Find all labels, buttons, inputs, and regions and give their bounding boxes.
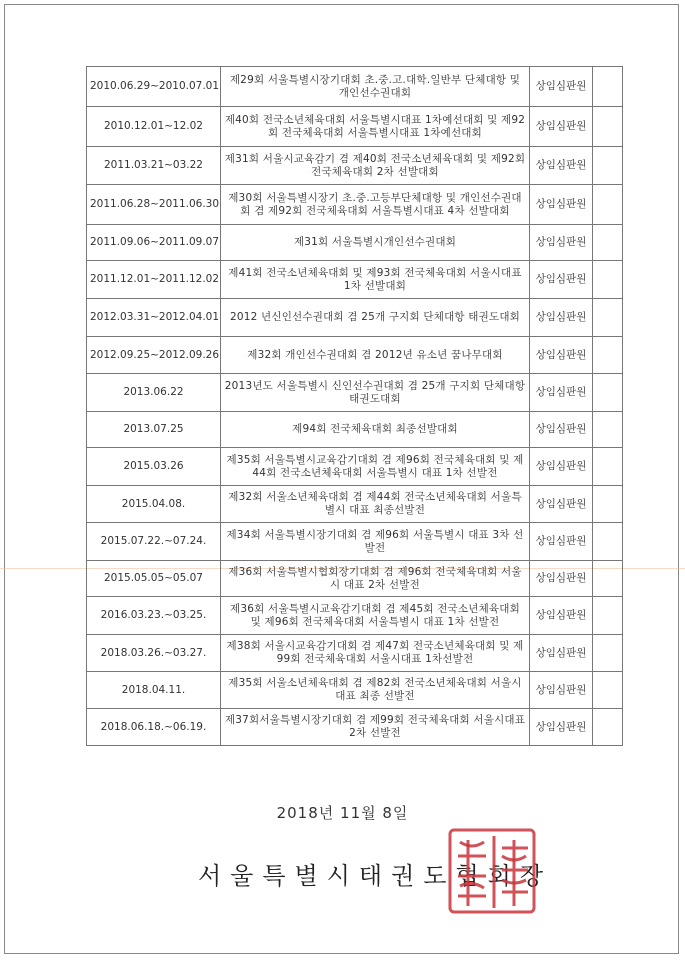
- record-date: 2011.06.28~2011.06.30: [87, 185, 221, 225]
- record-date: 2011.03.21~03.22: [87, 147, 221, 185]
- record-role: 상임심판원: [530, 147, 593, 185]
- records-table-body: [87, 67, 623, 746]
- record-blank-cell: [593, 523, 623, 561]
- table-row: [87, 67, 623, 107]
- record-event: 제36회 서울특별시교육감기대회 겸 제45회 전국소년체육대회 및 제96회 전국체육대회 서울특별시 대표 1차 선발전: [221, 597, 530, 635]
- record-date: 2011.09.06~2011.09.07: [87, 225, 221, 261]
- records-table: [86, 66, 623, 746]
- issuer-name: 서울특별시태권도협회장: [198, 862, 553, 890]
- record-event: 제38회 서울시교육감기대회 겸 제47회 전국소년체육대회 및 제99회 전국체육대회 서울시대표 1차선발전: [221, 635, 530, 672]
- record-event: 2013년도 서울특별시 신인선수권대회 겸 25개 구지회 단체대항 태권도대회: [221, 374, 530, 412]
- record-role: 상임심판원: [530, 635, 593, 672]
- record-event: 제35회 서울특별시교육감기대회 겸 제96회 전국체육대회 및 제44회 전국소년체육대회 서울특별시 대표 1차 선발전: [221, 448, 530, 486]
- record-date: 2018.04.11.: [87, 672, 221, 709]
- record-event: 제31회 서울시교육감기 겸 제40회 전국소년체육대회 및 제92회 전국체육대회 2차 선발대회: [221, 147, 530, 185]
- record-role: 상임심판원: [530, 299, 593, 337]
- record-role: 상임심판원: [530, 67, 593, 107]
- record-blank-cell: [593, 261, 623, 299]
- record-role: 상임심판원: [530, 337, 593, 374]
- record-blank-cell: [593, 486, 623, 523]
- record-blank-cell: [593, 412, 623, 448]
- record-blank-cell: [593, 225, 623, 261]
- record-blank-cell: [593, 597, 623, 635]
- record-date: 2018.03.26.~03.27.: [87, 635, 221, 672]
- table-row: [87, 597, 623, 635]
- record-blank-cell: [593, 561, 623, 597]
- record-event: 제32회 개인선수권대회 겸 2012년 유소년 꿈나무대회: [221, 337, 530, 374]
- record-blank-cell: [593, 709, 623, 746]
- table-row: [87, 374, 623, 412]
- record-date: 2016.03.23.~03.25.: [87, 597, 221, 635]
- record-role: 상임심판원: [530, 261, 593, 299]
- record-blank-cell: [593, 299, 623, 337]
- table-row: [87, 561, 623, 597]
- record-blank-cell: [593, 672, 623, 709]
- record-blank-cell: [593, 185, 623, 225]
- issue-date: 2018년 11월 8일: [276, 804, 409, 822]
- record-event: 제37회서울특별시장기대회 겸 제99회 전국체육대회 서울시대표 2차 선발전: [221, 709, 530, 746]
- record-role: 상임심판원: [530, 107, 593, 147]
- record-role: 상임심판원: [530, 185, 593, 225]
- table-row: [87, 709, 623, 746]
- record-event: 제35회 서울소년체육대회 겸 제82회 전국소년체육대회 서울시대표 최종 선발전: [221, 672, 530, 709]
- table-row: [87, 486, 623, 523]
- record-role: 상임심판원: [530, 486, 593, 523]
- table-row: [87, 185, 623, 225]
- record-date: 2015.05.05~05.07: [87, 561, 221, 597]
- record-blank-cell: [593, 448, 623, 486]
- record-date: 2012.09.25~2012.09.26: [87, 337, 221, 374]
- record-date: 2010.06.29~2010.07.01: [87, 67, 221, 107]
- record-role: 상임심판원: [530, 374, 593, 412]
- table-row: [87, 523, 623, 561]
- record-event: 제29회 서울특별시장기대회 초.중.고.대학.일반부 단체대항 및 개인선수권대회: [221, 67, 530, 107]
- official-seal-icon: [444, 826, 540, 918]
- record-blank-cell: [593, 107, 623, 147]
- record-blank-cell: [593, 374, 623, 412]
- record-event: 제36회 서울특별시협회장기대회 겸 제96회 전국체육대회 서울시 대표 2차 선발전: [221, 561, 530, 597]
- table-row: [87, 107, 623, 147]
- record-role: 상임심판원: [530, 709, 593, 746]
- record-role: 상임심판원: [530, 225, 593, 261]
- table-row: [87, 337, 623, 374]
- record-date: 2015.03.26: [87, 448, 221, 486]
- table-row: [87, 261, 623, 299]
- table-row: [87, 412, 623, 448]
- record-date: 2011.12.01~2011.12.02: [87, 261, 221, 299]
- table-row: [87, 448, 623, 486]
- record-role: 상임심판원: [530, 672, 593, 709]
- record-event: 제32회 서울소년체육대회 겸 제44회 전국소년체육대회 서울특별시 대표 최종선발전: [221, 486, 530, 523]
- record-blank-cell: [593, 635, 623, 672]
- table-row: [87, 635, 623, 672]
- record-event: 2012 년신인선수권대회 겸 25개 구지회 단체대항 태권도대회: [221, 299, 530, 337]
- record-date: 2012.03.31~2012.04.01: [87, 299, 221, 337]
- record-event: 제30회 서울특별시장기 초.중.고등부단체대항 및 개인선수권대회 겸 제92회 전국체육대회 서울특별시대표 4차 선발대회: [221, 185, 530, 225]
- record-event: 제40회 전국소년체육대회 서울특별시대표 1차예선대회 및 제92회 전국체육대회 서울특별시대표 1차예선대회: [221, 107, 530, 147]
- record-date: 2013.07.25: [87, 412, 221, 448]
- record-blank-cell: [593, 67, 623, 107]
- record-event: 제34회 서울특별시장기대회 겸 제96회 서울특별시 대표 3차 선발전: [221, 523, 530, 561]
- record-event: 제31회 서울특별시개인선수권대회: [221, 225, 530, 261]
- table-row: [87, 225, 623, 261]
- record-role: 상임심판원: [530, 597, 593, 635]
- record-blank-cell: [593, 337, 623, 374]
- record-event: 제41회 전국소년체육대회 및 제93회 전국체육대회 서울시대표 1차 선발대회: [221, 261, 530, 299]
- record-date: 2015.04.08.: [87, 486, 221, 523]
- record-date: 2010.12.01~12.02: [87, 107, 221, 147]
- table-row: [87, 672, 623, 709]
- record-role: 상임심판원: [530, 523, 593, 561]
- record-role: 상임심판원: [530, 561, 593, 597]
- record-role: 상임심판원: [530, 412, 593, 448]
- record-date: 2018.06.18.~06.19.: [87, 709, 221, 746]
- record-role: 상임심판원: [530, 448, 593, 486]
- record-event: 제94회 전국체육대회 최종선발대회: [221, 412, 530, 448]
- table-row: [87, 147, 623, 185]
- record-blank-cell: [593, 147, 623, 185]
- record-date: 2013.06.22: [87, 374, 221, 412]
- table-row: [87, 299, 623, 337]
- record-date: 2015.07.22.~07.24.: [87, 523, 221, 561]
